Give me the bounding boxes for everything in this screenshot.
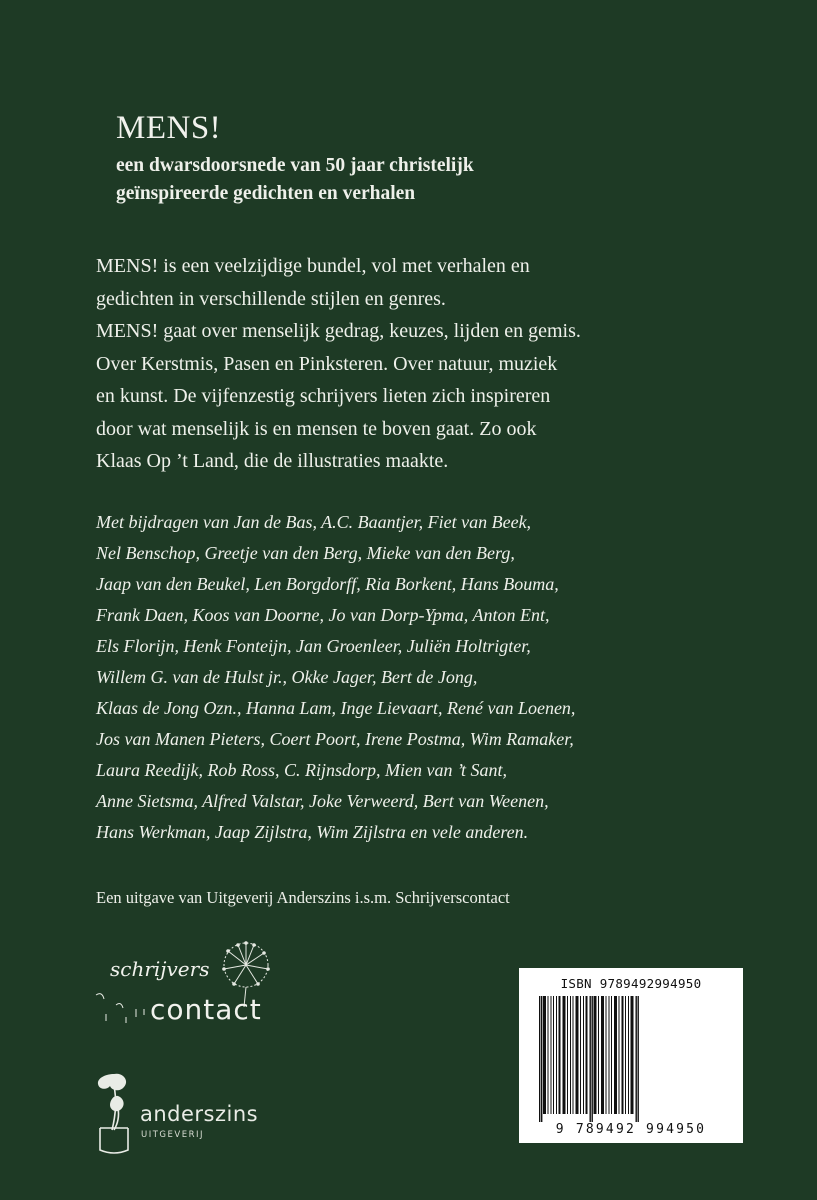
contributors-line: Jos van Manen Pieters, Coert Poort, Irene Postma, Wim Ramaker, (96, 729, 574, 749)
contributors-line: Willem G. van de Hulst jr., Okke Jager, Bert de Jong, (96, 667, 478, 687)
contributors-line: Hans Werkman, Jaap Zijlstra, Wim Zijlstra en vele anderen. (96, 822, 529, 842)
blurb-line: MENS! is een veelzijdige bundel, vol met verhalen en (96, 255, 530, 277)
anderszins-sub: UITGEVERIJ (141, 1130, 204, 1140)
barcode-bars (533, 996, 729, 1122)
blurb-line: en kunst. De vijfenzestig schrijvers lieten zich inspireren (96, 385, 551, 407)
blurb-line: Klaas Op ’t Land, die de illustraties maakte. (96, 450, 449, 472)
book-title: MENS! (116, 110, 222, 146)
subtitle-line: een dwarsdoorsnede van 50 jaar christelijk (116, 155, 474, 176)
contributors-line: Klaas de Jong Ozn., Hanna Lam, Inge Lievaart, René van Loenen, (96, 698, 576, 718)
publisher-line: Een uitgave van Uitgeverij Anderszins i.s.m. Schrijverscontact (96, 888, 510, 907)
anderszins-name: anderszins (140, 1102, 259, 1126)
contributors-line: Els Florijn, Henk Fonteijn, Jan Groenleer, Juliën Holtrigter, (96, 636, 531, 656)
schrijverscontact-logo (86, 935, 286, 1035)
blurb-line: Over Kerstmis, Pasen en Pinksteren. Over natuur, muziek (96, 352, 558, 375)
subtitle-line: geïnspireerde gedichten en verhalen (116, 183, 416, 204)
blurb-line: door wat menselijk is en mensen te boven gaat. Zo ook (96, 417, 537, 440)
isbn-barcode (519, 968, 743, 1143)
book-subtitle (116, 152, 736, 208)
blurb-paragraph (96, 250, 786, 478)
contributors-line: Anne Sietsma, Alfred Valstar, Joke Verweerd, Bert van Weenen, (96, 791, 549, 811)
poppy-vase-icon (90, 1070, 138, 1160)
isbn-label: ISBN 9789492994950 (560, 976, 702, 991)
contributors-line: Jaap van den Beukel, Len Borgdorff, Ria Borkent, Hans Bouma, (96, 574, 559, 594)
blurb-line: MENS! gaat over menselijk gedrag, keuzes, lijden en gemis. (96, 320, 581, 342)
contributors-line: Met bijdragen van Jan de Bas, A.C. Baantjer, Fiet van Beek, (96, 512, 532, 532)
blurb-line: gedichten in verschillende stijlen en genres. (96, 287, 446, 310)
anderszins-logo (90, 1070, 290, 1160)
contributors-line: Frank Daen, Koos van Doorne, Jo van Dorp-Ypma, Anton Ent, (96, 605, 550, 625)
logo-word-schrijvers: schrijvers (110, 957, 210, 981)
contributors-line: Nel Benschop, Greetje van den Berg, Mieke van den Berg, (96, 543, 515, 563)
contributors-list (96, 507, 786, 848)
barcode-digits: 9 789492 994950 (555, 1122, 707, 1137)
contributors-line: Laura Reedijk, Rob Ross, C. Rijnsdorp, Mien van ’t Sant, (96, 760, 507, 780)
logo-word-contact: contact (150, 993, 262, 1026)
